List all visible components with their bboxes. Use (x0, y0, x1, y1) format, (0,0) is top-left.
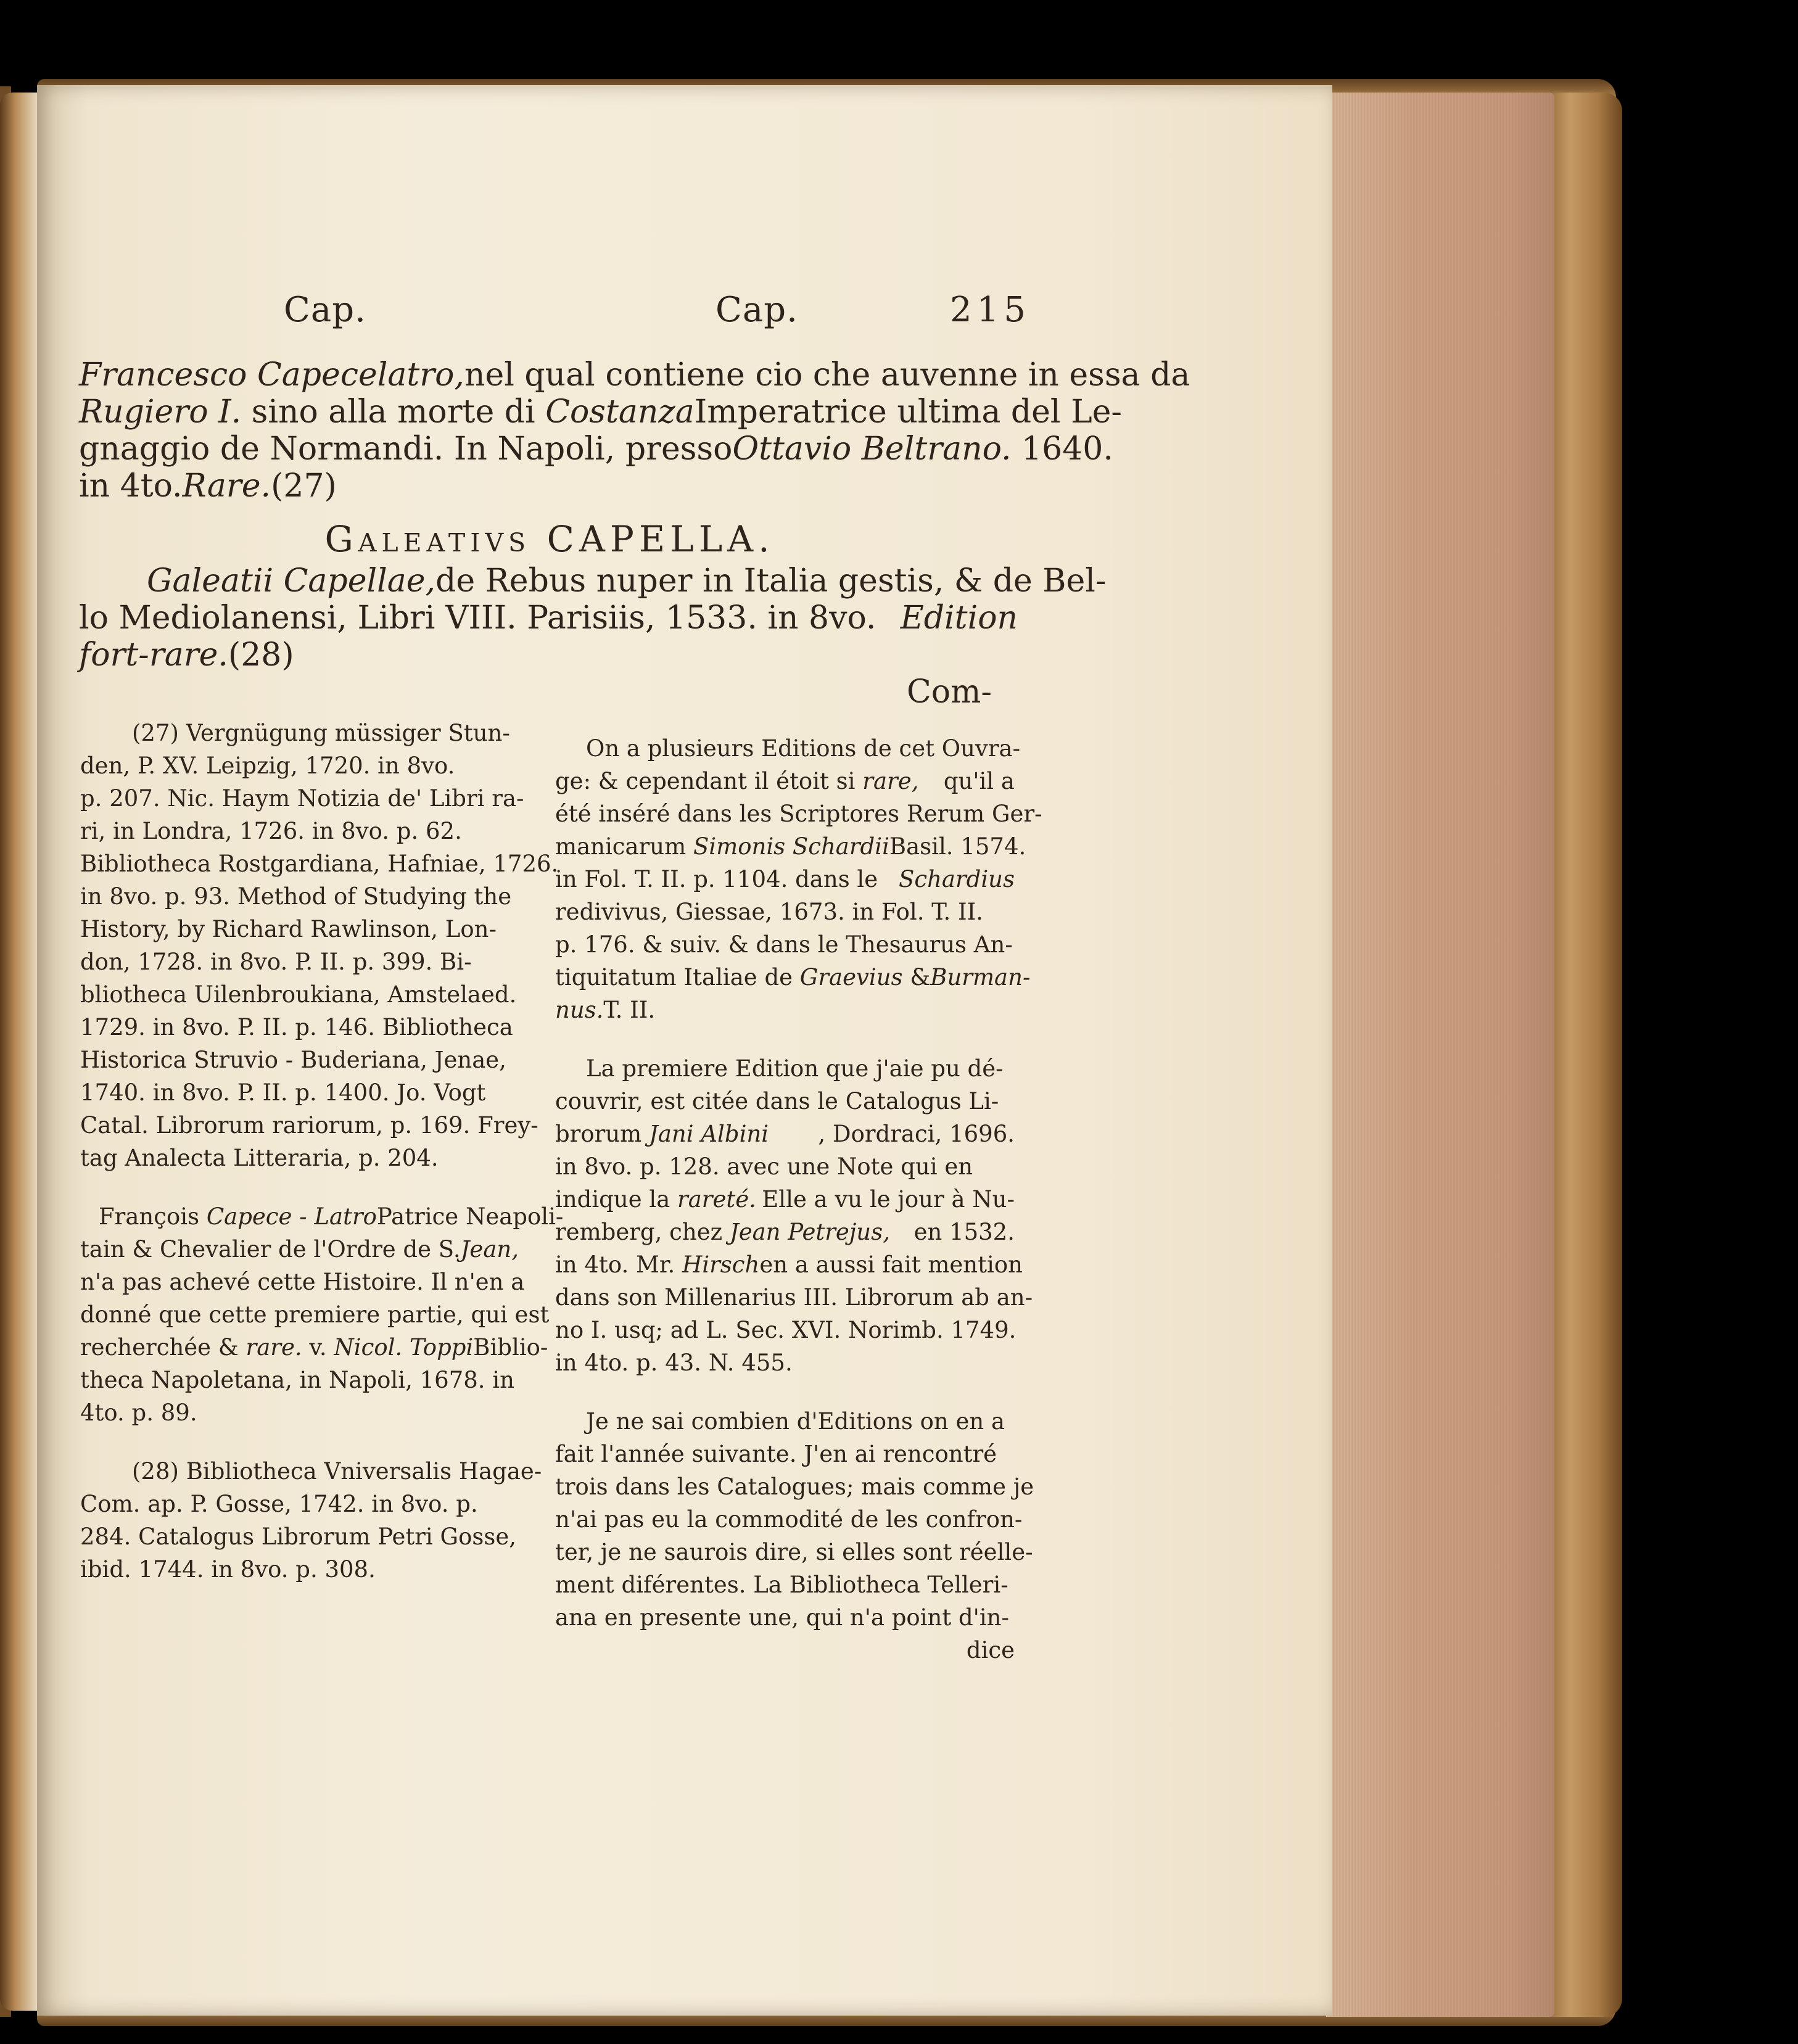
note-line: theca Napoletana, in Napoli, 1678. in (80, 1367, 514, 1393)
author-first-name: Galeativs (324, 518, 531, 560)
note-line: n'ai pas eu la commodité de les confron- (555, 1506, 1023, 1533)
entry-capecelatro (79, 356, 1190, 505)
note-line: in 8vo. p. 93. Method of Studying the (80, 883, 512, 910)
text-line (79, 637, 1018, 674)
text-span: qu'il a (943, 768, 1015, 794)
author-last-name: CAPELLA. (546, 518, 775, 560)
note-para-2 (555, 1052, 1033, 1379)
publisher-span: Ottavio Beltrano. (732, 431, 1012, 468)
note-line: p. 207. Nic. Haym Notizia de' Libri ra- (80, 785, 524, 812)
note-line: Je ne sai combien d'Editions on en a (586, 1408, 1005, 1435)
text-span: remberg, chez (555, 1219, 730, 1245)
note-line: no I. usq; ad L. Sec. XVI. Norimb. 1749. (555, 1317, 1017, 1343)
text-span: in 4to. Mr. (555, 1251, 683, 1278)
note-line: ibid. 1744. in 8vo. p. 308. (80, 1556, 376, 1583)
name-span: Schardius (899, 866, 1015, 892)
name-span: nus. (555, 997, 604, 1023)
note-line: n'a pas achevé cette Histoire. Il n'en a (80, 1269, 525, 1295)
rarity-span: Rare. (182, 468, 271, 505)
text-line (79, 600, 1018, 637)
text-span: v. (302, 1334, 334, 1361)
note-line: couvrir, est citée dans le Catalogus Li- (555, 1088, 999, 1115)
page-number: 215 (950, 290, 1031, 330)
note-line: tag Analecta Litteraria, p. 204. (80, 1145, 439, 1171)
text-span: , Dordraci, 1696. (818, 1121, 1015, 1147)
note-line (555, 765, 1015, 797)
note-line: Com. ap. P. Gosse, 1742. in 8vo. p. (80, 1491, 478, 1517)
text-span: en 1532. (913, 1219, 1015, 1245)
note-line (555, 863, 1015, 896)
note-line (555, 1248, 1023, 1281)
name-span: Burman- (930, 964, 1031, 991)
note-line: trois dans les Catalogues; mais comme je (555, 1473, 1034, 1500)
note-line: don, 1728. in 8vo. P. II. p. 399. Bi- (80, 949, 472, 975)
text-span: lo Mediolanensi, Libri VIII. Parisiis, 1533. in 8vo. (79, 600, 876, 637)
name-span: Nicol. Toppi (334, 1334, 474, 1361)
note-line: été inséré dans les Scriptores Rerum Ger- (555, 801, 1042, 827)
text-span: Imperatrice ultima del Le- (694, 394, 1122, 431)
note-ref: (28) (228, 637, 294, 674)
year-span: 1640. (1011, 431, 1113, 468)
name-span: Jani Albini (649, 1121, 769, 1147)
note-line (555, 994, 1015, 1026)
note-line: 4to. p. 89. (80, 1399, 197, 1426)
note-line: in 4to. p. 43. N. 455. (555, 1350, 793, 1376)
text-span: in Fol. T. II. p. 1104. dans le (555, 866, 878, 892)
name-span: Hirsch (682, 1251, 760, 1278)
text-span: & (902, 964, 931, 991)
text-span: nel qual contiene cio che auvenne in essa da (464, 356, 1190, 394)
text-span: gnaggio de Normandi. In Napoli, presso (79, 431, 733, 468)
text-span: Biblio- (473, 1334, 548, 1361)
text-span: de Rebus nuper in Italia gestis, & de Bel- (435, 563, 1107, 600)
note-line: dice (966, 1637, 1015, 1663)
note-line: (27) Vergnügung müssiger Stun- (132, 720, 510, 746)
text-span: François (99, 1203, 207, 1230)
note-line: p. 176. & suiv. & dans le Thesaurus An- (555, 931, 1013, 958)
note-line (80, 1233, 518, 1266)
note-line (80, 1200, 564, 1233)
note-27 (80, 717, 559, 1174)
rarity-span: Edition (900, 600, 1018, 637)
note-line: (28) Bibliotheca Vniversalis Hagae- (132, 1458, 542, 1485)
name-span: Rugiero I. (79, 394, 242, 431)
note-line: La premiere Edition que j'aie pu dé- (586, 1055, 1004, 1082)
note-line (555, 961, 1031, 994)
note-line: ment diférentes. La Bibliotheca Telleri- (555, 1572, 1008, 1598)
notes-left-column (80, 717, 564, 1586)
text-line (79, 394, 1122, 431)
name-span: Jean Petrejus, (729, 1219, 890, 1245)
note-line: 284. Catalogus Librorum Petri Gosse, (80, 1523, 516, 1550)
text-span: Basil. 1574. (889, 833, 1026, 860)
notes-right-column (555, 732, 1042, 1667)
name-span: Simonis Schardii (693, 833, 889, 860)
note-line: Historica Struvio - Buderiana, Jenae, (80, 1047, 506, 1073)
text-span: sino alla morte di (241, 394, 546, 431)
note-line: History, by Richard Rawlinson, Lon- (80, 916, 497, 942)
page-block-edges (1326, 93, 1554, 2017)
text-line (79, 468, 1018, 505)
text-span: manicarum (555, 833, 693, 860)
note-line: On a plusieurs Editions de cet Ouvra- (586, 735, 1021, 762)
note-line (80, 1331, 548, 1364)
title-span: Galeatii Capellae, (147, 563, 436, 600)
text-span: ge: & cependant il étoit si (555, 768, 863, 794)
note-line: ana en presente une, qui n'a point d'in- (555, 1604, 1009, 1631)
note-line: Bibliotheca Rostgardiana, Hafniae, 1726. (80, 851, 559, 877)
note-line: fait l'année suivante. J'en ai rencontré (555, 1441, 997, 1467)
note-28 (80, 1455, 542, 1586)
text-span: Elle a vu le jour à Nu- (762, 1186, 1015, 1213)
name-span: Graevius (799, 964, 903, 991)
rarity-span: fort-rare. (79, 637, 228, 674)
note-para-3 (555, 1405, 1034, 1667)
text-span: tiquitatum Italiae de (555, 964, 800, 991)
note-line: Catal. Librorum rariorum, p. 169. Frey- (80, 1112, 538, 1139)
note-line: ri, in Londra, 1726. in 8vo. p. 62. (80, 818, 462, 844)
note-line: in 8vo. p. 128. avec une Note qui en (555, 1153, 973, 1180)
text-span: recherchée & (80, 1334, 246, 1361)
rarity-span: rare. (245, 1334, 302, 1361)
name-span: Costanza (545, 394, 695, 431)
text-line (79, 563, 1107, 600)
note-line: 1740. in 8vo. P. II. p. 1400. Jo. Vogt (80, 1079, 486, 1106)
note-line (555, 1118, 1015, 1150)
running-head-left: Cap. (284, 290, 366, 330)
catchword: Com- (907, 674, 992, 711)
name-span: Capece - Latro (206, 1203, 377, 1230)
note-ref: (27) (271, 468, 337, 505)
note-line: 1729. in 8vo. P. II. p. 146. Bibliotheca (80, 1014, 513, 1041)
entry-capella (79, 563, 1107, 674)
note-line: dans son Millenarius III. Librorum ab an- (555, 1284, 1033, 1311)
note-line (555, 1216, 1015, 1248)
note-line: ter, je ne saurois dire, si elles sont réelle- (555, 1539, 1033, 1565)
text-span: indique la (555, 1186, 678, 1213)
rarity-span: rare, (862, 768, 919, 794)
text-span: in 4to. (79, 468, 183, 505)
text-span: Patrice Neapoli- (376, 1203, 564, 1230)
note-capece (80, 1200, 564, 1429)
note-line (555, 1183, 1015, 1216)
note-line: donné que cette premiere partie, qui est (80, 1301, 550, 1328)
note-line: den, P. XV. Leipzig, 1720. in 8vo. (80, 752, 455, 779)
note-para-1 (555, 732, 1042, 1026)
rarity-span: rareté. (677, 1186, 756, 1213)
text-line (79, 356, 1190, 394)
author-heading (80, 518, 1019, 560)
text-span: T. II. (603, 997, 656, 1023)
text-span: brorum (555, 1121, 650, 1147)
left-page-edge (0, 93, 38, 2011)
text-span: tain & Chevalier de l'Ordre de S. (80, 1236, 461, 1263)
running-head-center: Cap. (715, 290, 798, 330)
note-line: redivivus, Giessae, 1673. in Fol. T. II. (555, 899, 983, 925)
note-line (555, 830, 1026, 863)
text-line (79, 431, 1113, 468)
author-name: Francesco Capecelatro, (79, 356, 464, 394)
note-line: bliotheca Uilenbroukiana, Amstelaed. (80, 981, 517, 1008)
text-span: en a aussi fait mention (759, 1251, 1023, 1278)
name-span: Jean, (460, 1236, 519, 1263)
